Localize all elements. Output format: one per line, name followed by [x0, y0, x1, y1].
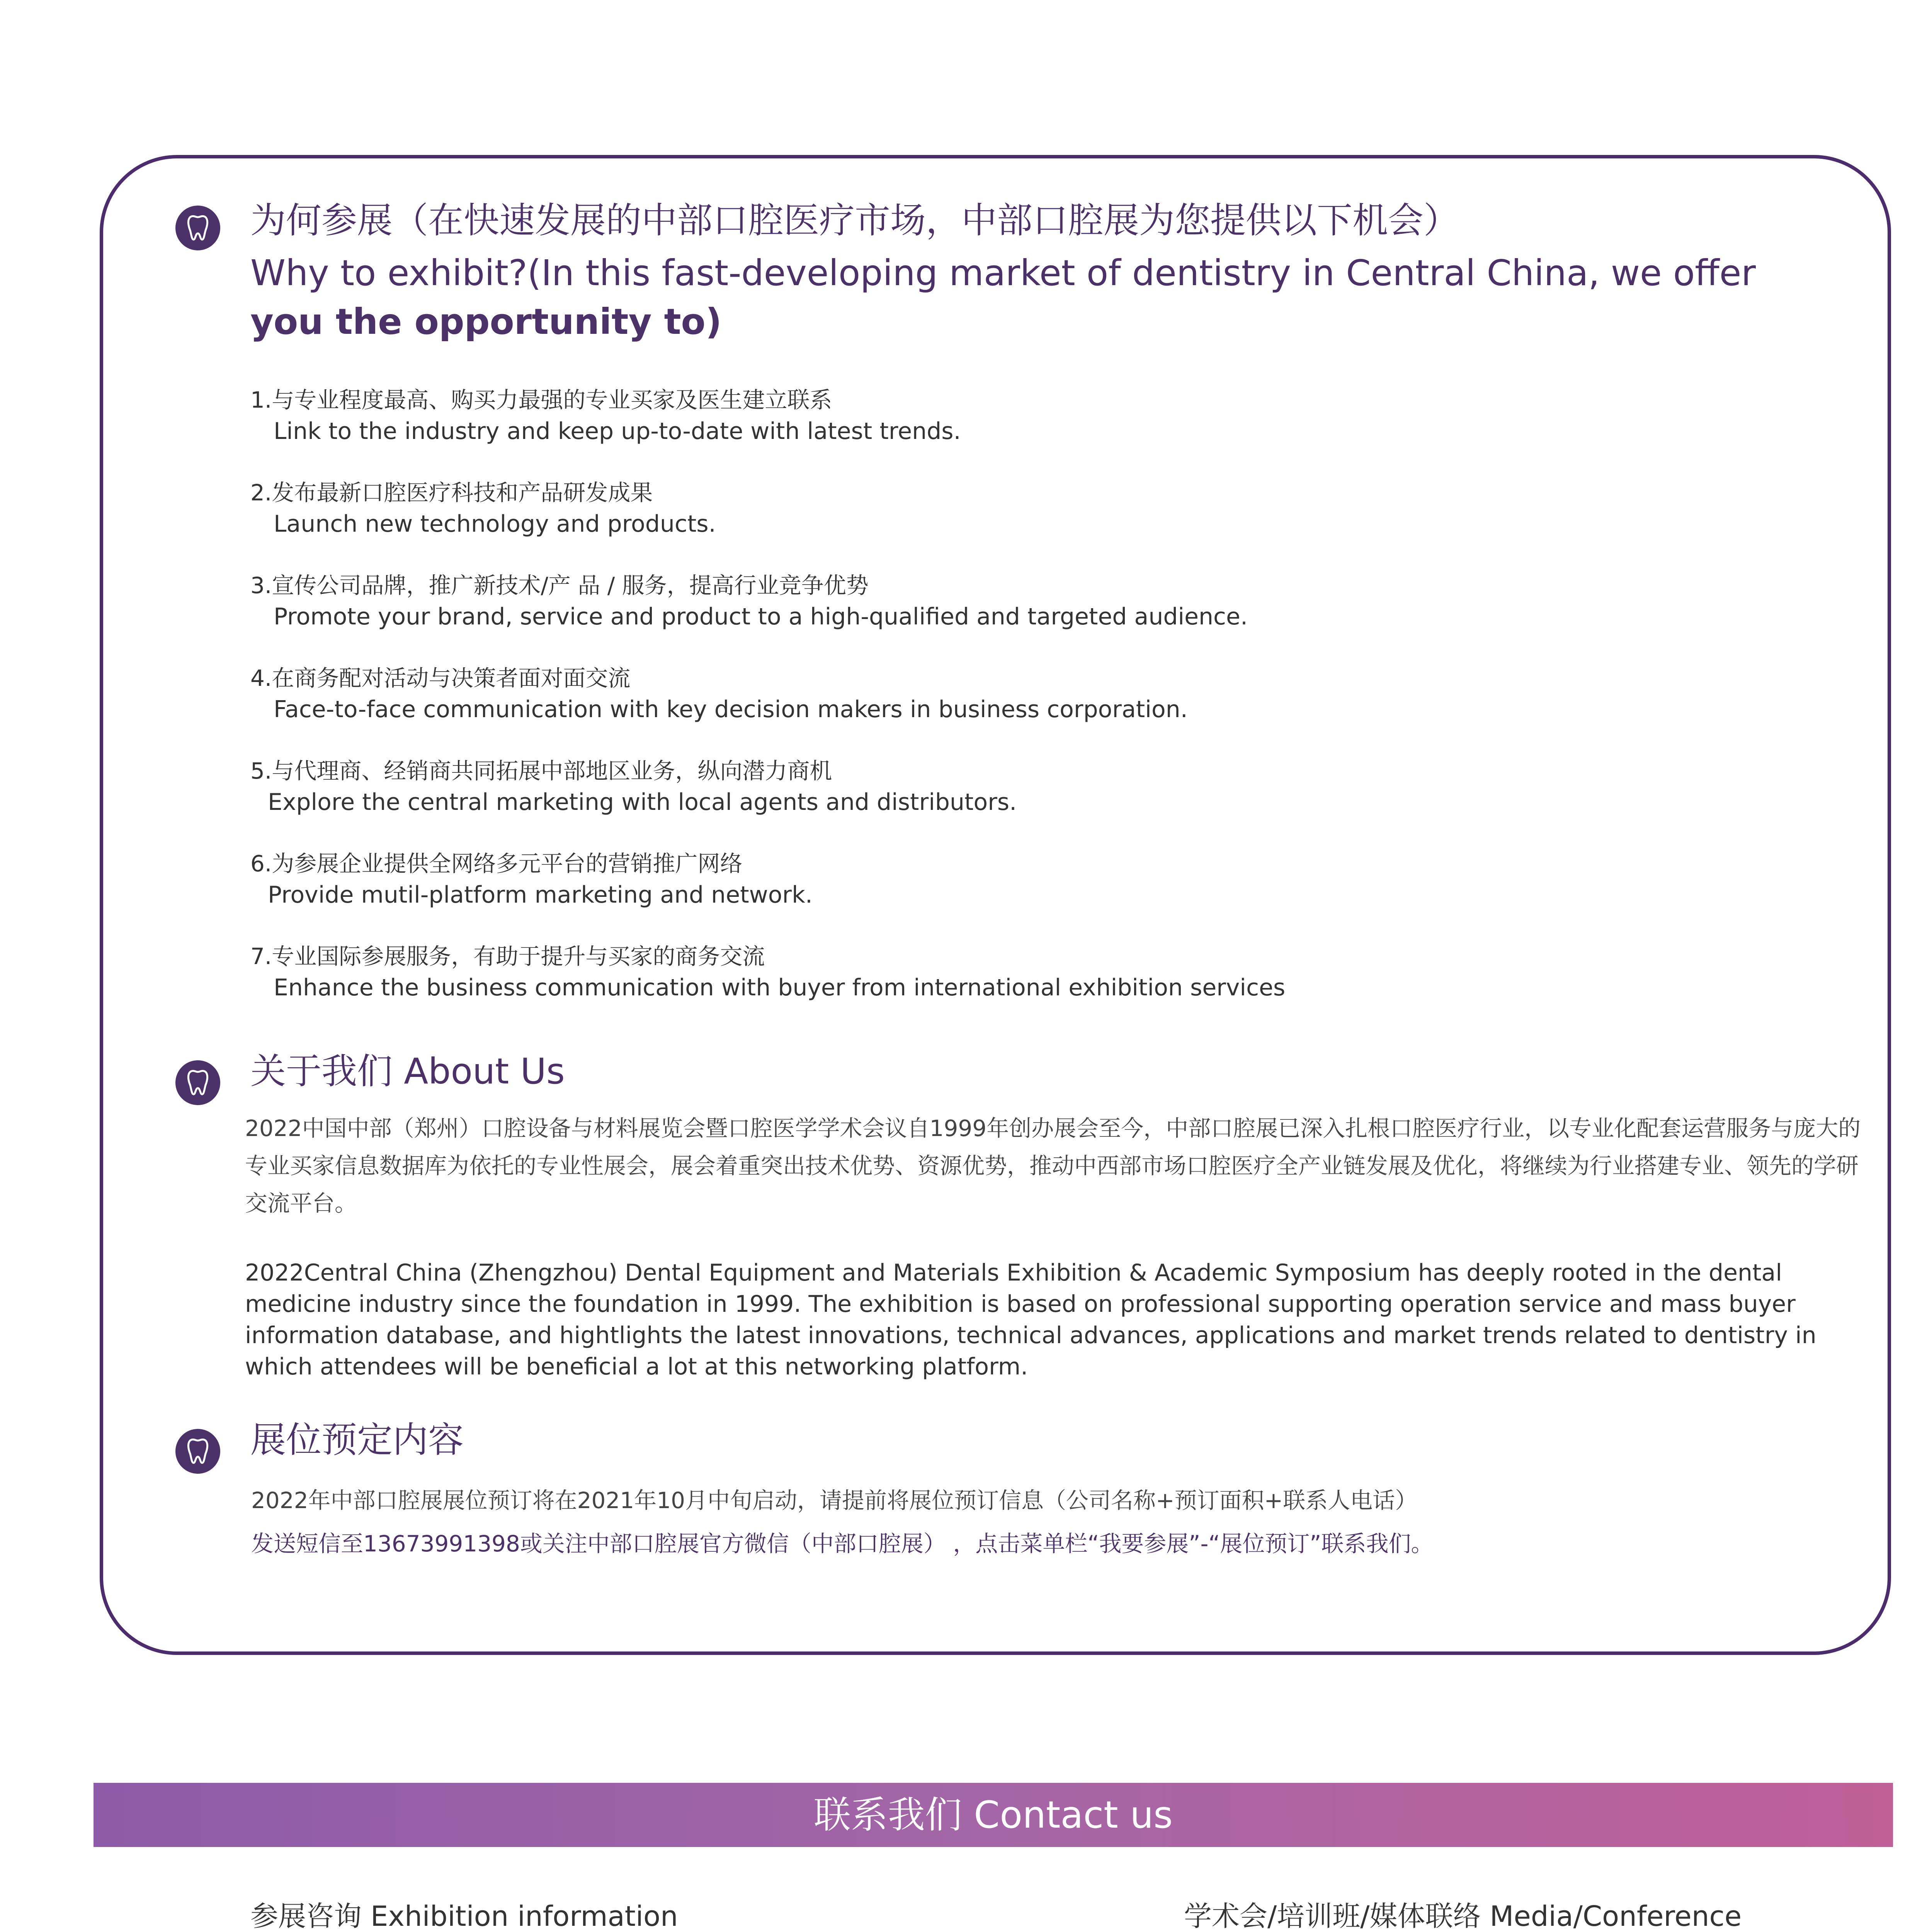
item-zh: 7.专业国际参展服务，有助于提升与买家的商务交流: [250, 943, 765, 969]
contact-banner: 联系我们 Contact us: [94, 1783, 1893, 1847]
booking-title: 展位预定内容: [250, 1419, 464, 1461]
item-en: Enhance the business communication with buyer from international exhibition services: [274, 974, 1286, 1001]
item-zh: 5.与代理商、经销商共同拓展中部地区业务，纵向潜力商机: [250, 758, 832, 784]
tooth-icon: [175, 206, 220, 250]
item-en: Face-to-face communication with key decision makers in business corporation.: [274, 696, 1188, 723]
item-zh: 2.发布最新口腔医疗科技和产品研发成果: [250, 480, 653, 506]
about-text-zh: 2022中国中部（郑州）口腔设备与材料展览会暨口腔医学学术会议自1999年创办展会至今，中部口腔展已深入扎根口腔医疗行业，以专业化配套运营服务与庞大的专业买家信息数据库为依托的专业性展会，展会着重突出技术优势、资源优势，推动中西部市场口腔医疗全产业链发展及优化，将继续为行业搭建专业、领先的学研交流平台。: [245, 1115, 1861, 1216]
contact-left-heading: 参展咨询 Exhibition information: [250, 1900, 678, 1932]
about-title: 关于我们 About Us: [250, 1051, 565, 1092]
item-zh: 4.在商务配对活动与决策者面对面交流: [250, 665, 631, 691]
why-title-zh: 为何参展（在快速发展的中部口腔医疗市场，中部口腔展为您提供以下机会）: [250, 200, 1459, 241]
contact-right: [1184, 1895, 1742, 1932]
list-item: [250, 663, 1188, 725]
contact-left: [250, 1895, 723, 1932]
booking-line2: 发送短信至13673991398或关注中部口腔展官方微信（中部口腔展） ，点击菜单栏“我要参展”-“展位预订”联系我们。: [251, 1531, 1434, 1557]
contact-right-heading: 学术会/培训班/媒体联络 Media/Conference: [1184, 1900, 1742, 1932]
item-zh: 6.为参展企业提供全网络多元平台的营销推广网络: [250, 850, 743, 877]
why-title-en-line1: Why to exhibit?(In this fast-developing market of dentistry in Central China, we offer: [250, 252, 1756, 294]
item-en: Launch new technology and products.: [274, 510, 716, 537]
list-item: [250, 755, 1017, 818]
item-en: Link to the industry and keep up-to-date with latest trends.: [274, 418, 961, 445]
list-item: [250, 570, 1248, 633]
item-zh: 3.宣传公司品牌，推广新技术/产 品 / 服务，提高行业竞争优势: [250, 572, 869, 599]
tooth-icon: [175, 1429, 220, 1474]
item-en: Provide mutil-platform marketing and network.: [268, 881, 813, 908]
list-item: [250, 848, 813, 911]
list-item: [250, 941, 1285, 1003]
booking-line1: 2022年中部口腔展展位预订将在2021年10月中旬启动，请提前将展位预订信息（公司名称+预订面积+联系人电话）: [251, 1487, 1418, 1514]
list-item: [250, 477, 716, 540]
item-en: Promote your brand, service and product to a high-qualified and targeted audience.: [274, 603, 1248, 630]
item-en: Explore the central marketing with local agents and distributors.: [268, 789, 1017, 816]
tooth-icon: [175, 1060, 220, 1105]
list-item: [250, 384, 961, 447]
about-text-en: 2022Central China (Zhengzhou) Dental Equipment and Materials Exhibition & Academic Symposium has deeply rooted in the dental medicine industry since the foundation in 1999. The exhibition is based on professional supporting operation service and mass buyer information database, and hightlights the latest innovations, technical advances, applications and market trends related to dentistry in which attendees will be beneficial a lot at this networking platform.: [245, 1259, 1816, 1380]
why-title-en-line2: you the opportunity to): [250, 301, 722, 342]
item-zh: 1.与专业程度最高、购买力最强的专业买家及医生建立联系: [250, 387, 832, 413]
